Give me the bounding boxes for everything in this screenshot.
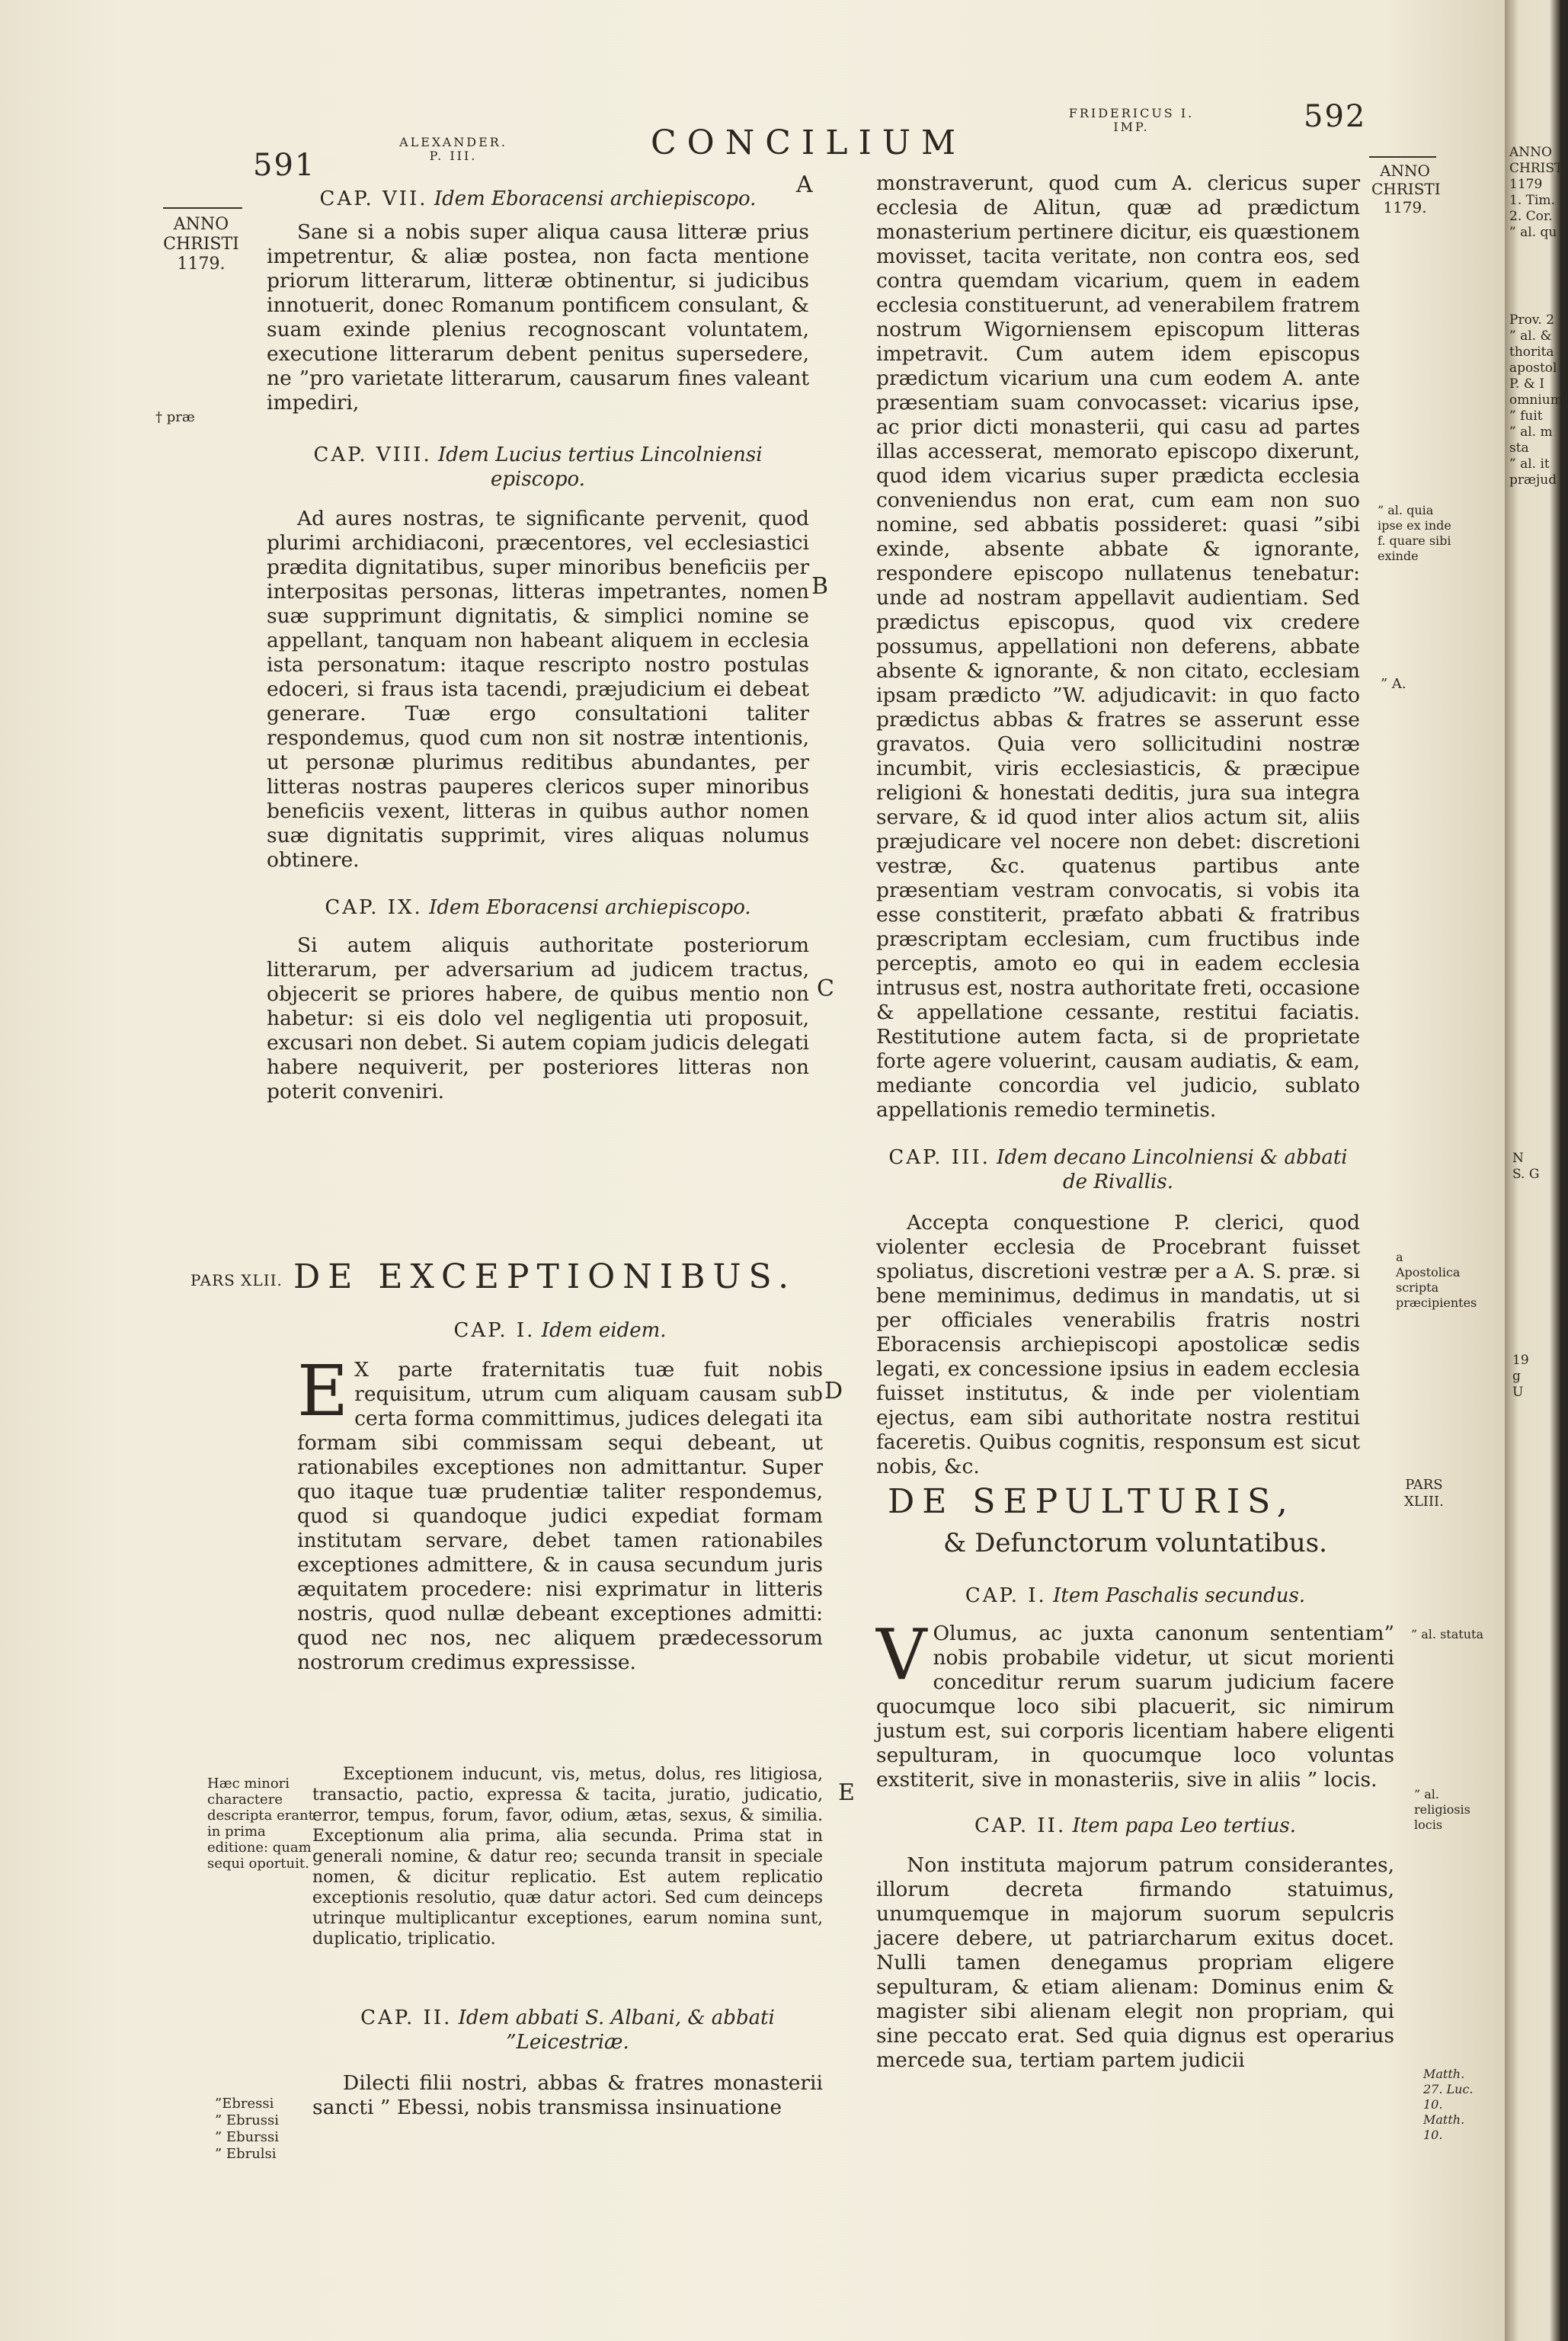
cap8-heading (267, 443, 809, 492)
s-cap1-text (876, 1614, 1394, 1792)
cap-label: CAP. I. (453, 1319, 536, 1342)
anno-line: CHRISTI (163, 235, 239, 254)
cap-label: CAP. II. (974, 1814, 1067, 1837)
cap-label: CAP. IX. (325, 896, 423, 919)
cap-title: Idem eidem. (541, 1319, 667, 1342)
fragment: P. & I (1509, 376, 1545, 392)
cap7-heading (267, 187, 809, 211)
small-print-text: Exceptionem inducunt, vis, metus, dolus, res litigiosa, transactio, pactio, expressa & tacita, juratio, judicatio, error, tempus, forum, favor, odium, ætas, sexus, & similia. Exceptionum alia prima, alia secunda. Prima stat in generali nomine, & datur reo; secunda transit in speciale nomen, & dicitur replicatio. Est autem replicatio exceptionis resolutio, quæ datur actori. Sed cum deinceps utrinque multiplicantur exceptiones, earum nomina sunt, duplicatio, triplicatio. (312, 1765, 823, 1949)
variant-line: ” Eburssi (215, 2129, 280, 2145)
cap9-text: Si autem aliquis authoritate posteriorum litterarum, per adversarium ad judicem tractus, objecerit se priores habere, de quibus mentio non habetur: si eis dolo vel negligentia uti proposuit, excusari non debet. Si autem copiam judicis delegati habere nequiverit, per posteriores litteras non poterit conveniri. (267, 934, 809, 1103)
section-title-sepulturis: DE SEPULTURIS, (888, 1482, 1295, 1521)
pars-label-left: PARS XLII. (190, 1271, 283, 1289)
cap-title: Idem decano Lincolniensi & abbati de Rivallis. (997, 1146, 1348, 1193)
small-print-block (312, 1764, 823, 1949)
margin-note-al-quia: ” al. quia ipse ex inde f. quare sibi exinde (1378, 503, 1451, 563)
margin-note-statuta: ” al. statuta (1411, 1627, 1483, 1641)
left-column-lower (297, 1318, 823, 1675)
anno-rule (163, 207, 242, 209)
cap2-text: Dilecti filii nostri, abbas & fratres monasterii sancti ” Ebessi, nobis transmissa insinuatione (312, 2071, 823, 2119)
cap-label: CAP. I. (965, 1584, 1047, 1607)
cap1-body: X parte fraternitatis tuæ fuit nobis requisitum, utrum cum aliquam causam sub certa forma committimus, judices delegati ita formam sibi commissam sequi debeant, ut rationabiles exceptiones non admittantur. Super quo itaque tuæ prudentiæ taliter respondemus, quod si quandoque judici expediat formam institutam servare, debet tamen rationabiles exceptiones admittere, & in causa secundum juris æquitatem procedere: nisi exprimatur in litteris nostris, quod nullæ debeant exceptiones admitti: quod nec nos, nec aliquem prædecessorum nostrorum credimus expressisse. (297, 1358, 823, 1674)
next-page-fragments-4 (1512, 1353, 1529, 1401)
margin-note-matth: Matth. 27. Luc. 10. Matth. 10. (1423, 2067, 1474, 2142)
fragment: S. G (1512, 1167, 1540, 1182)
running-head-line: ALEXANDER. (399, 135, 507, 149)
gutter-letter-b: B (811, 573, 829, 600)
gutter-letter-c: C (817, 975, 834, 1002)
left-running-head (381, 136, 526, 163)
running-head-line: FRIDERICUS I. (1068, 106, 1195, 120)
anno-line: 1179. (1383, 198, 1427, 216)
cap7-text: Sane si a nobis super aliqua causa litteræ prius impetrentur, & aliæ postea, non facta mentione priorum litterarum, litteræ obtinentur, si judicibus innotuerit, donec Romanum pontificem consulant, & suam exinde plenius recognoscant voluntatem, executione litterarum debent penitus supersedere, ne ”pro varietate litterarum, causarum fines valeant impediri, (267, 220, 809, 415)
margin-note-haec: Hæc minori charactere descripta erant in prima editione: quam sequi oportuit. (207, 1776, 314, 1872)
fragment: 2. Cor. (1509, 209, 1553, 224)
right-column (876, 171, 1360, 1479)
fragment: U (1512, 1385, 1524, 1400)
gutter-letter-a: A (796, 171, 813, 198)
next-page-fragments-2 (1509, 312, 1563, 488)
fragment: CHRISTI (1509, 161, 1568, 176)
fragment: sta (1509, 440, 1529, 456)
cap3-heading (876, 1145, 1360, 1194)
cap1-text (297, 1350, 823, 1675)
margin-note-al-a: ” A. (1381, 676, 1406, 692)
fragment: ANNO (1509, 145, 1552, 160)
cap9-heading (267, 895, 809, 920)
variant-line: ” Ebrulsi (215, 2146, 277, 2162)
fragment: apostol (1509, 360, 1557, 376)
fragment: ” al. & (1509, 328, 1552, 344)
s-cap2-heading (876, 1814, 1394, 1838)
fragment: ” al. it (1509, 456, 1550, 472)
anno-line: CHRISTI (1371, 180, 1441, 198)
drop-cap-v: V (876, 1614, 927, 1696)
next-page-fragments-3 (1512, 1151, 1539, 1183)
cap-title: Item Paschalis secundus. (1053, 1584, 1306, 1607)
s-cap1-heading (876, 1584, 1394, 1608)
variant-line: ” Ebrussi (215, 2112, 280, 2128)
cap-label: CAP. VII. (319, 187, 428, 210)
right-column-lower (876, 1584, 1394, 2073)
cap-label: CAP. III. (888, 1146, 990, 1169)
fragment: ” al. qu (1509, 225, 1557, 240)
cap8-text: Ad aures nostras, te significante pervenit, quod plurimi archidiaconi, præcentores, vel ecclesiastici prædita dignitatibus, super minoribus beneficiis per interpositas personas, litteras impetrantes, nomen suæ supprimunt dignitatis, & simplici nomine se appellant, tanquam non habeant aliquem in ecclesia ista personatum: itaque rescripto nostro postulas edoceri, si fraus ista tacendi, præjudicium ei debeat generare. Tuæ ergo consultationi taliter respondemus, quod cum non sit nostræ intentionis, ut personæ plurimus reditibus abundantes, per litteras nostras pauperes clericos super minoribus beneficiis vexent, litteras in quibus author nomen suæ dignitatis supprimit, vires aliquas nolumus obtinere. (267, 507, 809, 872)
margin-variants (215, 2096, 279, 2163)
gutter-letter-d: D (824, 1378, 843, 1404)
fragment: Prov. 2 (1509, 312, 1555, 328)
left-column (267, 187, 809, 1104)
cap1-heading (297, 1318, 823, 1343)
anno-line: ANNO (1380, 162, 1430, 180)
margin-note-religiosis: ” al. religiosis locis (1414, 1787, 1470, 1832)
margin-note-apostolica: a Apostolica scripta præcipientes (1396, 1250, 1477, 1310)
drop-cap-e: E (297, 1350, 349, 1432)
right-running-head (1051, 107, 1211, 134)
right-anno-block (1371, 162, 1441, 216)
cap-title: Idem Eboracensi archiepiscopo. (429, 896, 751, 919)
fragment: g (1512, 1369, 1521, 1384)
cap-label: CAP. II. (360, 2006, 453, 2029)
anno-line: 1179. (177, 255, 226, 274)
anno-rule-right (1369, 156, 1436, 158)
fragment: ” fuit (1509, 408, 1543, 424)
cap2-heading (312, 2006, 823, 2054)
fragment: præjud (1509, 472, 1557, 488)
section-subtitle: & Defunctorum voluntatibus. (943, 1528, 1327, 1558)
cap-title: Idem abbati S. Albani, & abbati ”Leicestriæ. (458, 2006, 775, 2054)
cap-title: Item papa Leo tertius. (1072, 1814, 1297, 1837)
section-title-exceptionibus: DE EXCEPTIONIBUS. (293, 1257, 797, 1296)
variant-line: ”Ebressi (215, 2096, 274, 2112)
fragment: thorita (1509, 344, 1554, 360)
right-page-number: 592 (1304, 99, 1367, 134)
margin-note-prae: † præ (155, 409, 195, 425)
pars-label-right (1404, 1477, 1444, 1510)
gutter-letter-e: E (838, 1779, 855, 1806)
fragment: N (1512, 1151, 1524, 1166)
left-page-number: 591 (253, 148, 316, 183)
s-cap1-body: Olumus, ac juxta canonum sententiam” nobis probabile videtur, ut sicut morienti conceditur rerum suarum judicium facere quocumque loco sibi placuerit, sic nimirum justum est, sui corporis licentiam habere eligenti sepulturam, in quocumque loco voluntas exstiterit, sive in monasteriis, sive in aliis ” locis. (876, 1622, 1394, 1792)
continuation-text: monstraverunt, quod cum A. clericus super ecclesia de Alitun, quæ ad prædictum monasterium pertinere dicitur, eis quæstionem movisset, tacita veritate, non contra eos, sed contra quemdam vicarium, quem in eadem ecclesia constituerunt, ad venerabilem fratrem nostrum Wigorniensem episcopum litteras impetravit. Cum autem idem episcopus prædictum vicarium una cum eodem A. ante præsentiam suam convocasset: vicarius ipse, ac prior dicti monasterii, qui casu ad partes illas accesserat, memorato episcopo dixerunt, quod idem vicarius super prædicta ecclesia conveniendus non erat, cum eam non suo nomine, sed abbatis possideret: quasi ”sibi exinde, absente abbate & ignorante, respondere episcopo nullatenus tenebatur: unde ad nostram appellavit audientiam. Sed prædictus episcopus, quod vix credere possumus, appellationi non deferens, abbate absente & ignorante, & non citato, ecclesiam ipsam prædicto ”W. adjudicavit: in quo facto prædictus abbas & fratres se asserunt esse gravatos. Quia vero sollicitudini nostræ incumbit, viris ecclesiasticis, & præcipue religioni & honestati deditis, jura sua integra servare, & id quod inter alios actum sit, aliis præjudicare vel nocere non debet: discretioni vestræ, &c. quatenus partibus ante præsentiam vestram convocatis, si vobis ita esse constiterit, præfato abbati & fratribus præscriptam ecclesiam, cum fructibus inde perceptis, amoto eo qui in eadem ecclesia intrusus est, nostra authoritate freti, occasione & appellatione cessante, restitui faciatis. Restitutione autem facta, si de proprietate forte agere voluerint, causam audiatis, & eam, mediante concordia vel judicio, sublato appellationis remedio terminetis. (876, 171, 1360, 1122)
next-page-edge (1505, 0, 1568, 2341)
anno-line: ANNO (173, 215, 229, 234)
pars-line: XLIII. (1404, 1494, 1444, 1510)
left-column-bottom (312, 2006, 823, 2120)
left-anno-block (163, 215, 239, 274)
pars-line: PARS (1405, 1477, 1443, 1493)
fragment: 1. Tim. (1509, 193, 1555, 208)
cap3-text: Accepta conquestione P. clerici, quod violenter ecclesia de Procebrant fuisset spoliatus, discretioni vestræ per a A. S. præ. si bene meminimus, dedimus in mandatis, ut si per officiales venerabilis fratris nostri Eboracensis archiepiscopi apostolicæ sedis legati, ex concessione ipsius in eadem ecclesia fuisset institutus, & inde per violentiam ejectus, eam sibi authoritate nostra restitui faceretis. Quibus cognitis, responsum est sicut nobis, &c. (876, 1211, 1360, 1478)
cap-label: CAP. VIII. (313, 444, 432, 466)
fragment: 19 (1512, 1353, 1529, 1368)
fragment: 1179 (1509, 177, 1543, 192)
running-head-line: P. III. (429, 149, 478, 163)
running-head-line: IMP. (1113, 120, 1150, 134)
next-page-fragments (1509, 145, 1568, 241)
cap-title: Idem Eboracensi archiepiscopo. (434, 187, 757, 210)
fragment: omnium (1509, 392, 1563, 408)
center-title: CONCILIUM (651, 123, 967, 162)
fragment: ” al. m (1509, 424, 1553, 440)
s-cap2-text: Non instituta majorum patrum considerantes, illorum decreta firmando statuimus, unumquemque in majorum suorum sepulcris jacere debere, ut patriarcharum exitus docet. Nulli tamen denegamus propriam eligere sepulturam, & etiam alienam: Dominus enim & magister sibi alienam elegit non propriam, qui sine peccato erat. Sed quia dignus est operarius mercede sua, tertiam partem judicii (876, 1853, 1394, 2072)
cap-title: Idem Lucius tertius Lincolniensi episcopo. (438, 444, 763, 491)
